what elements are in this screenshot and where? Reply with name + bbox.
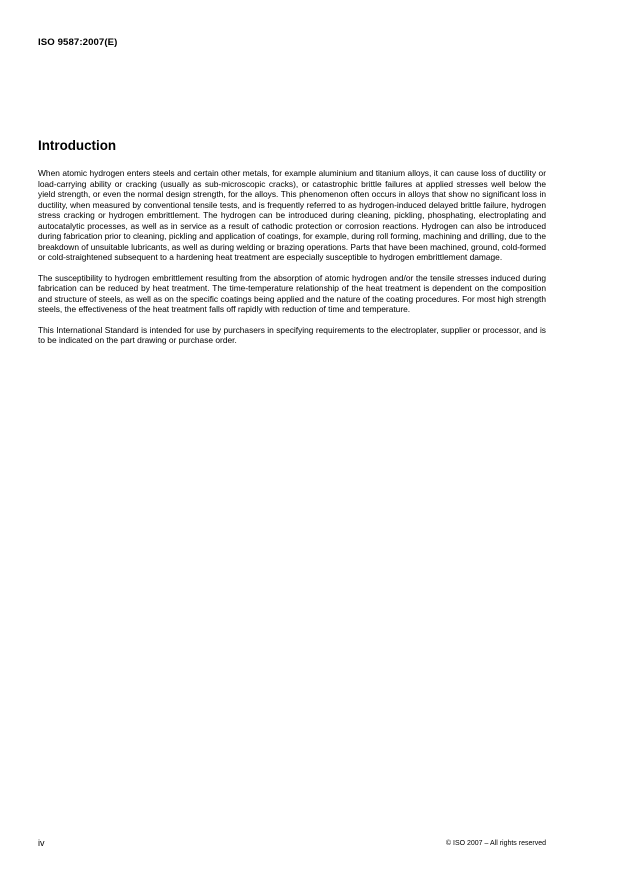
paragraph-3: This International Standard is intended for use by purchasers in specifying requirements to the electroplater, supplier or processor, and is to be indicated on the part drawing or purchase order. [38, 324, 546, 345]
copyright-notice: © ISO 2007 – All rights reserved [445, 840, 546, 847]
body-text [38, 168, 546, 356]
page-title: Introduction [38, 138, 117, 153]
paragraph-1: When atomic hydrogen enters steels and certain other metals, for example aluminium and titanium alloys, it can cause loss of ductility or load-carrying ability or cracking (usually as sub-microscopic cracks), or catastrophic brittle failures at applied stresses well below the yield strength, or even the normal design strength, for the alloys. This phenomenon often occurs in alloys that show no significant loss in ductility, when measured by conventional tensile tests, and is frequently referred to as hydrogen-induced delayed brittle failure, hydrogen stress cracking or hydrogen embrittlement. The hydrogen can be introduced during cleaning, pickling, phosphating, electroplating and autocatalytic processes, as well as in service as a result of cathodic protection or corrosion reactions. Hydrogen can also be introduced during fabrication prior to cleaning, pickling and application of coatings, for example, during roll forming, machining and drilling, due to the breakdown of unsuitable lubricants, as well as during welding or brazing operations. Parts that have been machined, ground, cold-formed or cold-straightened subsequent to a hardening heat treatment are especially susceptible to hydrogen embrittlement damage. [38, 168, 546, 262]
document-id: ISO 9587:2007(E) [38, 37, 118, 48]
paragraph-2: The susceptibility to hydrogen embrittlement resulting from the absorption of atomic hydrogen and/or the tensile stresses induced during fabrication can be reduced by heat treatment. The time-temperature relationship of the heat treatment is dependent on the composition and structure of steels, as well as on the specific coatings being applied and the nature of the coating procedures. For most high strength steels, the effectiveness of the heat treatment falls off rapidly with reduction of time and temperature. [38, 272, 546, 314]
page-number: iv [38, 838, 45, 848]
